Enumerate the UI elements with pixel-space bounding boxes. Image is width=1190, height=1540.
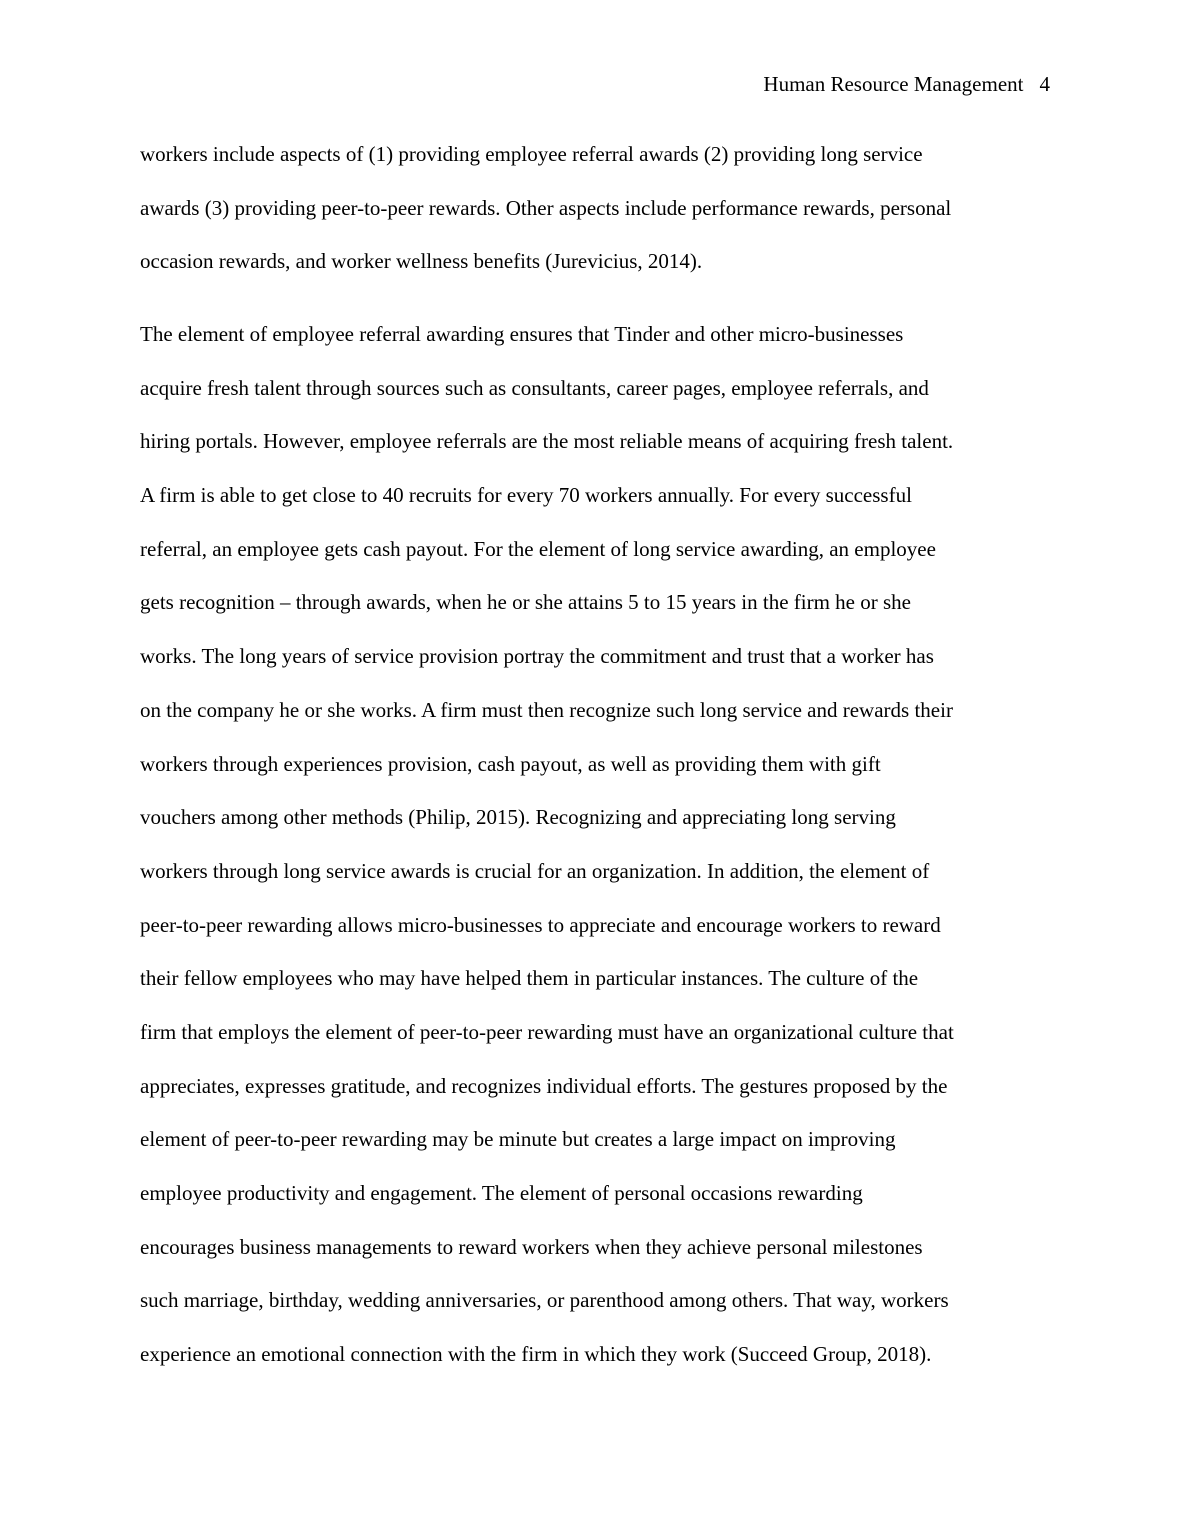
text-line: peer-to-peer rewarding allows micro-businesses to appreciate and encourage workers to reward	[140, 912, 941, 937]
text-line: encourages business managements to reward workers when they achieve personal milestones	[140, 1234, 923, 1259]
text-line: such marriage, birthday, wedding anniversaries, or parenthood among others. That way, workers	[140, 1288, 949, 1313]
text-line: workers through experiences provision, cash payout, as well as providing them with gift	[140, 751, 881, 776]
text-line: firm that employs the element of peer-to-peer rewarding must have an organizational culture that	[140, 1019, 954, 1044]
text-line: on the company he or she works. A firm must then recognize such long service and rewards their	[140, 697, 953, 722]
text-line: The element of employee referral awarding ensures that Tinder and other micro-businesses	[140, 322, 904, 346]
text-line: their fellow employees who may have helped them in particular instances. The culture of the	[140, 966, 919, 991]
text-line: workers include aspects of (1) providing employee referral awards (2) providing long service	[140, 142, 923, 166]
text-line: element of peer-to-peer rewarding may be minute but creates a large impact on improving	[140, 1127, 896, 1152]
text-line: appreciates, expresses gratitude, and recognizes individual efforts. The gestures proposed by the	[140, 1073, 948, 1098]
text-line: workers through long service awards is crucial for an organization. In addition, the element of	[140, 858, 930, 883]
text-line: vouchers among other methods (Philip, 2015). Recognizing and appreciating long serving	[140, 805, 896, 830]
page-number: 4	[1039, 72, 1050, 96]
paragraph-1	[140, 140, 1052, 301]
text-line: works. The long years of service provision portray the commitment and trust that a worker has	[140, 644, 934, 669]
text-line: experience an emotional connection with the firm in which they work (Succeed Group, 2018).	[140, 1342, 932, 1367]
running-head	[763, 70, 1050, 98]
text-line: referral, an employee gets cash payout. For the element of long service awarding, an employee	[140, 536, 936, 561]
text-line: employee productivity and engagement. The element of personal occasions rewarding	[140, 1181, 863, 1205]
text-line: gets recognition – through awards, when he or she attains 5 to 15 years in the firm he or she	[140, 590, 911, 615]
text-line: hiring portals. However, employee referrals are the most reliable means of acquiring fresh talent.	[140, 429, 954, 454]
text-line: awards (3) providing peer-to-peer rewards. Other aspects include performance rewards, personal	[140, 195, 952, 220]
text-line: A firm is able to get close to 40 recruits for every 70 workers annually. For every successful	[140, 483, 912, 508]
text-line: occasion rewards, and worker wellness benefits (Jurevicius, 2014).	[140, 249, 703, 274]
paragraph-2	[140, 320, 1052, 1394]
running-title: Human Resource Management	[763, 72, 1024, 96]
text-line: acquire fresh talent through sources such as consultants, career pages, employee referrals, and	[140, 375, 929, 400]
